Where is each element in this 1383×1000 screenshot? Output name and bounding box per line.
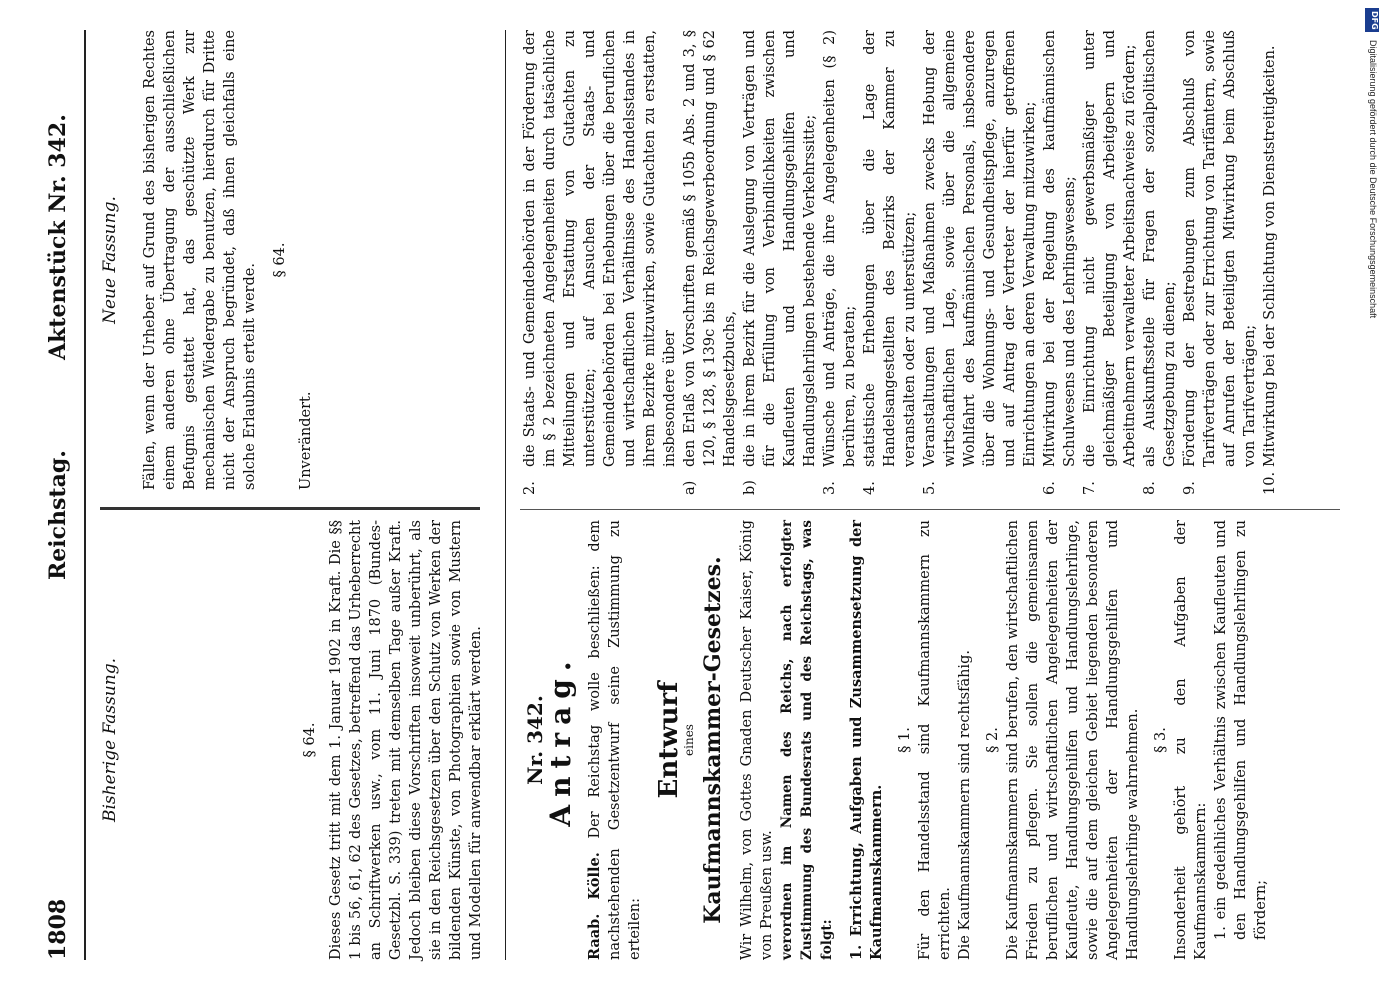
p1-heading: § 1. [897,727,913,753]
header-doc: Aktenstück Nr. 342. [45,114,71,360]
motion-text: Der Reichstag wolle beschließen: dem nachstehenden Gesetzentwurf seine Zustimmung zu erteilen: [587,520,643,960]
lower-divider [520,509,1340,510]
list-item [1180,30,1260,495]
list-item-number: 2. [522,481,538,495]
list-item-text: die in ihrem Bezirk für die Auslegung von Verträgen und für die Erfüllung von Verbindlichkeiten zwischen Kaufleuten und Handlungsgehilfen und Handlungslehrlingen bestehende Verkehrssitte; [742,30,818,467]
p3-text: Insonderheit gehört zu den Aufgaben der Kaufmannskammern: [1173,520,1209,960]
list-item [680,30,740,495]
list-item-number: 6. [1042,481,1058,495]
list-item [520,30,680,495]
aufgaben-list [520,30,1280,495]
section1-heading: 1. Errichtung, Aufgaben und Zusammensetzung der Kaufmannskammern. [848,520,885,960]
right-par64-heading: § 64. [272,242,288,278]
list-item-number: 10. [1262,471,1278,495]
list-item [820,30,860,495]
list-item-text: den Erlaß von Vorschriften gemäß § 105b Abs. 2 und 3, § 120, § 128, § 139c bis m Reichsgewerbeordnung und § 62 Handelsgesetzbuchs, [682,30,738,467]
list-item-text: Mitwirkung bei der Regelung des kaufmännischen Schulwesens und des Lehrlingswesens; [1042,30,1078,467]
page-header [45,30,85,960]
list-item-number: 5. [922,481,938,495]
left-par64-heading: § 64. [302,722,318,758]
list-item-text: Mitwirkung bei der Schlichtung von Dienststreitigkeiten. [1262,45,1278,467]
list-item [1260,30,1280,495]
list-item-number: 3. [822,481,838,495]
list-item-number: 4. [862,481,878,495]
list-item [740,30,820,495]
entwurf-heading: Entwurf [654,681,684,799]
left-par64-text: Dieses Gesetz tritt mit dem 1. Januar 1902 in Kraft. Die §§ 1 bis 56, 61, 62 des Gesetzes, betreffend das Urheberrecht an Schriftwerken usw., vom 11. Juni 1870 (Bundes-Gesetzbl. S. 339) treten mit demselben Tage außer Kraft. Jedoch bleiben diese Vorschriften insoweit unberührt, als sie in den Reichsgesetzen über den Schutz von Werken der bildenden Künste, von Photographien sowie von Mustern und Modellen für anwendbar erklärt werden. [328,520,484,960]
header-rule [84,30,86,960]
list-item-text: die Staats- und Gemeindebehörden in der Förderung der im § 2 bezeichneten Angelegenheiten durch tatsächliche Mitteilungen und Erstattung von Gutachten zu unterstützen; auf Ansuchen der Staats- und Gemeindebehörden bei Erhebungen über die beruflichen und wirtschaftlichen Verhältnisse des Handelsstandes in ihrem Bezirke mitzuwirken, sowie Gutachten zu erstatten, insbesondere über [522,30,678,467]
p3-item1: 1. ein gedeihliches Verhältnis zwischen Kaufleuten und den Handlungsgehilfen und Handlungslehrlingen zu fördern; [1213,520,1269,940]
list-item [1080,30,1140,495]
right-intro-text: Fällen, wenn der Urheber auf Grund des bisherigen Rechtes einem anderen ohne Übertragung der ausschließlichen Befugnis gestattet hat, das geschützte Werk zur mechanischen Wiedergabe zu benutzen, hierdurch für Dritte nicht der Anspruch begründet, daß ihnen gleichfalls eine solche Erlaubnis erteilt werde. [142,30,258,490]
column-divider [100,507,480,510]
list-item-text: statistische Erhebungen über die Lage der Handelsangestellten des Bezirks der Kammer zu veranstalten oder zu unterstützen; [862,30,918,467]
list-item [860,30,920,495]
list-item-text: Förderung der Bestrebungen zum Abschluß von Tarifverträgen oder zur Errichtung von Tarifämtern, sowie auf Anrufen der Beteiligten Mitwirkung beim Abschluß von Tarifverträgen; [1182,30,1258,467]
list-item-number: 8. [1142,481,1158,495]
list-item-text: Veranstaltungen und Maßnahmen zwecks Hebung der wirtschaftlichen Lage, sowie über die allgemeine Wohlfahrt des kaufmännischen Personals, insbesondere über die Wohnungs- und Gesundheitspflege, anzuregen und auf Antrag der Vertreter der hierfür getroffenen Einrichtungen an deren Verwaltung mitzuwirken; [922,30,1038,467]
right-par64-text: Unverändert. [298,391,314,490]
p2-text: Die Kaufmannskammern sind berufen, den wirtschaftlichen Frieden zu pflegen. Sie sollen die gemeinsamen beruflichen und wirtschaftlichen Angelegenheiten der Kaufleute, Handlungsgehilfen und Handlungslehrlinge, sowie die auf dem gleichen Gebiet liegenden besonderen Angelegenheiten der Handlungsgehilfen und Handlungslehrlinge wahrnehmen. [1005,520,1141,960]
antrag-column [515,520,1271,960]
p1-text: Für den Handelsstand sind Kaufmannskammern zu errichten. [917,520,953,960]
list-item-number: b) [742,480,758,495]
digitization-credit: Digitalisierung gefördert durch die Deutsche Forschungsgemeinschaft [1368,40,1378,319]
list-item [1140,30,1180,495]
list-item-text: die Einrichtung nicht gewerbsmäßiger unter gleichmäßiger Beteiligung von Arbeitgebern und Arbeitnehmern verwalteter Arbeitsnachweise zu fördern; [1082,30,1138,467]
motion-names: Raab. Kölle. [586,852,603,960]
preamble2: verordnen im Namen des Reichs, nach erfolgter Zustimmung des Bundesrats und des Reichstags, was folgt: [779,520,835,960]
bisherige-heading: Bisherige Fassung. [100,658,120,822]
list-item-number: 7. [1082,481,1098,495]
dfg-logo-badge: DFG [1365,8,1379,32]
page-number: 1808 [45,898,71,960]
antrag-title: Antrag. [544,653,577,827]
section-rule [505,30,506,960]
law-title: Kaufmannskammer-Gesetzes. [700,556,726,924]
p1-text2: Die Kaufmannskammern sind rechtsfähig. [957,650,973,960]
list-item [920,30,1040,495]
eines-text: eines [682,724,696,756]
preamble: Wir Wilhelm, von Gottes Gnaden Deutscher Kaiser, König von Preußen usw. [739,520,775,960]
list-item-text: Wünsche und Anträge, die ihre Angelegenheiten (§ 2) berühren, zu beraten; [822,30,858,467]
p3-heading: § 3. [1153,727,1169,753]
list-item-number: 9. [1182,481,1198,495]
p2-heading: § 2. [985,727,1001,753]
list-item-text: als Auskunftsstelle für Fragen der sozialpolitischen Gesetzgebung zu dienen; [1142,30,1178,467]
list-item [1040,30,1080,495]
antrag-number: Nr. 342. [523,695,547,785]
neue-heading: Neue Fassung. [100,196,120,324]
left-column-top [100,520,486,960]
list-column [520,30,1280,495]
list-item-number: a) [682,480,698,495]
right-column-top [100,30,316,490]
header-title: Reichstag. [45,450,71,580]
